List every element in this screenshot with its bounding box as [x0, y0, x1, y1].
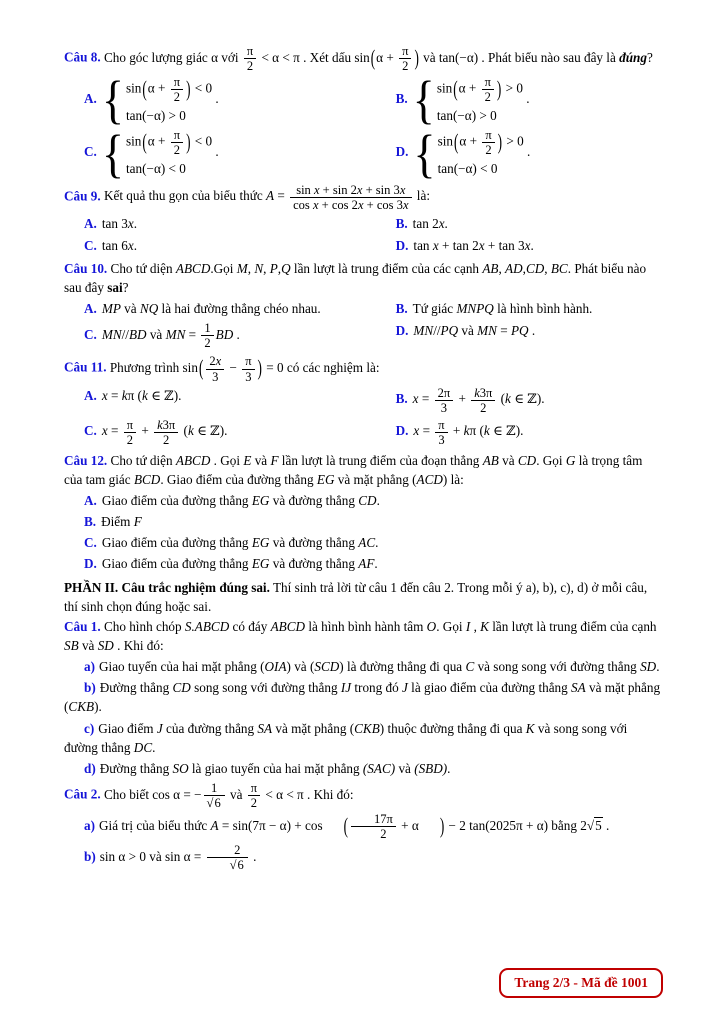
question-9-option-d	[396, 235, 661, 256]
fraction: $\frac{2x}{3}$	[206, 354, 224, 383]
option-text: { sin(α + $\frac{\pi}{2}$ ) < 0 tan(−α) > 0 .	[101, 70, 219, 130]
option-text: Điểm F	[101, 514, 142, 530]
question-8-options	[64, 70, 661, 183]
question-12-stem	[64, 451, 661, 489]
question-8-option-a	[84, 70, 396, 130]
question-9-options	[64, 213, 661, 256]
question-8-stem	[64, 44, 661, 73]
option-text: { sin(α + $\frac{\pi}{2}$ ) > 0 tan(−α) > 0 .	[412, 70, 530, 130]
item-text: Đường thẳng CD song song với đường thẳng IJ trong đó J là giao điểm của đường thẳng SA và mặt phẳng (CKB).	[64, 680, 661, 715]
option-text: MN//PQ và MN = PQ .	[413, 323, 536, 339]
part2-question-2-item-a	[64, 812, 661, 841]
option-letter: C.	[84, 535, 97, 551]
cases-system: { sin(α + $\frac{\pi}{2}$ ) > 0 tan(−α) < 0	[413, 123, 524, 183]
question-11-option-b	[396, 385, 661, 416]
item-letter: a)	[84, 817, 95, 833]
question-10-option-c	[84, 320, 396, 351]
question-12-options	[64, 490, 661, 575]
item-letter: d)	[84, 760, 96, 776]
fraction: $\frac{\pi}{3}$	[242, 354, 254, 383]
question-11-options	[64, 385, 661, 448]
question-10-option-a	[84, 298, 396, 319]
question-11	[64, 354, 661, 447]
item-text: Đường thẳng SO là giao tuyến của hai mặt phẳng (SAC) và (SBD).	[99, 760, 451, 776]
question-12-option-b	[84, 511, 661, 532]
option-letter: A.	[84, 91, 97, 107]
option-letter: D.	[395, 144, 409, 160]
question-8-option-c	[84, 123, 396, 183]
item-letter: b)	[84, 680, 96, 696]
question-11-option-d	[396, 417, 661, 448]
fraction: $\frac{\pi}{2}$	[244, 44, 256, 73]
sqrt-expression: √5	[586, 817, 602, 833]
option-letter: A.	[84, 493, 97, 509]
question-12	[64, 451, 661, 575]
part2-question-2	[64, 781, 661, 872]
fraction: $\frac{\pi}{2}$	[171, 75, 183, 104]
option-text: x = $\frac{2\pi}{3}$ + $\frac{k3\pi}{2}$ (k ∈ ℤ).	[412, 385, 545, 415]
part2-question-2-stem	[64, 781, 661, 810]
question-11-option-a	[84, 385, 396, 416]
fraction: $\frac{\pi}{3}$	[435, 418, 447, 447]
option-letter: B.	[395, 91, 408, 107]
question-8-text: Cho góc lượng giác α với $\frac{\pi}{2}$ < α < π . Xét dấu sin(α + $\frac{\pi}{2}$ ) và tan(−α) . Phát biểu nào sau đây là đúng?	[103, 44, 653, 74]
fraction: $\frac{\pi}{2}$	[482, 75, 494, 104]
sqrt-expression: √6	[206, 796, 221, 811]
part2-question-1-item-a	[64, 657, 661, 676]
question-12-text: Cho tứ diện ABCD . Gọi E và F lần lượt là trung điểm của đoạn thẳng AB và CD. Gọi G là trọng tâm của tam giác BCD. Giao điểm của đường thẳng EG và mặt phẳng (ACD) là:	[64, 452, 643, 487]
question-10	[64, 259, 661, 352]
option-text: MP và NQ là hai đường thẳng chéo nhau.	[101, 301, 321, 317]
question-12-option-c	[84, 532, 661, 553]
fraction: $\frac{\text{sin x + sin 2x + sin 3x}}{\text{cos x + cos 2x + cos 3x}}$	[290, 183, 411, 212]
option-letter: D.	[395, 237, 409, 253]
option-letter: B.	[395, 391, 408, 407]
fraction: $\frac{\pi}{2}$	[248, 781, 260, 810]
part2-question-1	[64, 617, 661, 778]
question-9-label: Câu 9.	[64, 188, 101, 204]
question-10-text: Cho tứ diện ABCD.Gọi M, N, P,Q lần lượt là trung điểm của các cạnh AB, AD,CD, BC. Phát biểu nào sau đây sai?	[64, 260, 647, 296]
fraction: $\frac{\pi}{2}$	[171, 128, 183, 157]
item-letter: b)	[84, 848, 96, 864]
part2-heading-bold: PHẦN II. Câu trắc nghiệm đúng sai.	[64, 579, 270, 595]
page-number-text: Trang 2/3 - Mã đề 1001	[514, 975, 648, 991]
option-letter: B.	[395, 215, 408, 231]
question-12-label: Câu 12.	[64, 452, 108, 468]
option-text: { sin(α + $\frac{\pi}{2}$ ) > 0 tan(−α) < 0 .	[413, 123, 531, 183]
part2-question-1-item-d	[64, 759, 661, 778]
item-text: sin α > 0 và sin α = $\frac{2}{√6}$ .	[99, 843, 257, 873]
option-letter: D.	[395, 423, 409, 439]
question-9-option-a	[84, 213, 396, 234]
option-text: x = $\frac{\pi}{2}$ + $\frac{k3\pi}{2}$ (k ∈ ℤ).	[101, 417, 228, 447]
fraction: $\frac{2}{√6}$	[207, 843, 248, 872]
part2-heading-rest: Thí sinh trả lời từ câu 1 đến câu 2. Trong mỗi ý a), b), c), d) ở mỗi câu, thí sinh chọn đúng hoặc sai.	[64, 579, 648, 614]
option-letter: B.	[84, 514, 97, 530]
option-letter: C.	[84, 423, 97, 439]
option-letter: C.	[84, 237, 97, 253]
item-letter: a)	[84, 659, 95, 675]
fraction: $\frac{1}{√6}$	[204, 781, 225, 810]
question-10-stem	[64, 259, 661, 297]
fraction: $\frac{k3\pi}{2}$	[154, 418, 178, 447]
question-8-label: Câu 8.	[64, 49, 101, 65]
question-11-option-c	[84, 417, 396, 448]
question-9-stem	[64, 183, 661, 212]
question-8	[64, 44, 661, 183]
option-text: tan 6x.	[101, 237, 137, 253]
question-12-option-d	[84, 553, 661, 574]
question-10-option-d	[396, 320, 661, 351]
part2-question-1-item-b	[64, 678, 661, 716]
part2-question-1-item-c	[64, 719, 661, 757]
part2-question-2-label: Câu 2.	[64, 786, 101, 802]
option-text: tan x + tan 2x + tan 3x.	[413, 237, 534, 253]
option-letter: C.	[84, 326, 97, 342]
question-9-option-c	[84, 235, 396, 256]
question-9-option-b	[396, 213, 661, 234]
cases-system: { sin(α + $\frac{\pi}{2}$ ) < 0 tan(−α) < 0	[101, 123, 213, 183]
option-text: tan 3x.	[101, 215, 137, 231]
part2-question-1-text: Cho hình chóp S.ABCD có đáy ABCD là hình bình hành tâm O. Gọi I , K lần lượt là trung điểm của cạnh SB và SD . Khi đó:	[64, 618, 657, 653]
option-letter: B.	[395, 301, 408, 317]
option-text: Giao điểm của đường thẳng EG và đường thẳng AF.	[101, 556, 378, 572]
page-number-box	[499, 968, 663, 998]
fraction: $\frac{\pi}{2}$	[399, 44, 411, 73]
question-11-stem	[64, 354, 661, 383]
item-text: Giao điểm J của đường thẳng SA và mặt phẳng (CKB) thuộc đường thẳng đi qua K và song song với đường thẳng DC.	[64, 720, 628, 755]
question-9-text: Kết quả thu gọn của biểu thức A = $\frac{\text{sin x + sin 2x + sin 3x}}{\text{cos x + cos 2x + cos 3x}}$ là:	[103, 182, 430, 212]
question-12-option-a	[84, 490, 661, 511]
item-letter: c)	[84, 720, 95, 736]
fraction: $\frac{17\pi}{2}$	[351, 812, 396, 841]
fraction: $\frac{1}{2}$	[201, 321, 213, 350]
fraction: $\frac{\pi}{2}$	[124, 418, 136, 447]
question-8-option-d	[395, 123, 661, 183]
fraction: $\frac{\pi}{2}$	[482, 128, 494, 157]
option-letter: D.	[395, 323, 409, 339]
part2-question-2-text: Cho biết cos α = − $\frac{1}{√6}$ và $\frac{\pi}{2}$ < α < π . Khi đó:	[103, 780, 354, 811]
option-letter: C.	[84, 144, 97, 160]
item-text: Giá trị của biểu thức A = sin(7π − α) + cos ( $\frac{17\pi}{2}$ + α ) − 2 tan(2025π + α) bằng 2√5 .	[99, 812, 610, 842]
fraction: $\frac{2\pi}{3}$	[435, 386, 454, 415]
option-letter: A.	[84, 215, 97, 231]
part2-question-1-stem	[64, 617, 661, 655]
option-text: { sin(α + $\frac{\pi}{2}$ ) < 0 tan(−α) < 0 .	[101, 123, 219, 183]
fraction: $\frac{k3\pi}{2}$	[471, 386, 495, 415]
option-text: x = kπ (k ∈ ℤ).	[101, 387, 182, 403]
option-text: MN//BD và MN = $\frac{1}{2}$ BD .	[101, 321, 240, 351]
cases-system: { sin(α + $\frac{\pi}{2}$ ) < 0 tan(−α) > 0	[101, 70, 213, 130]
option-text: x = $\frac{\pi}{3}$ + kπ (k ∈ ℤ).	[413, 417, 524, 447]
question-9	[64, 183, 661, 256]
option-letter: D.	[84, 556, 97, 572]
option-text: Tứ giác MNPQ là hình bình hành.	[412, 301, 593, 317]
part2-heading	[64, 578, 661, 616]
question-11-label: Câu 11.	[64, 360, 107, 376]
option-text: Giao điểm của đường thẳng EG và đường thẳng AC.	[101, 535, 379, 551]
part2-question-2-item-b	[64, 843, 661, 872]
question-10-options	[64, 298, 661, 351]
option-text: Giao điểm của đường thẳng EG và đường thẳng CD.	[101, 493, 380, 509]
item-text: Giao tuyến của hai mặt phẳng (OIA) và (SCD) là đường thẳng đi qua C và song song với đường thẳng SD.	[99, 659, 660, 675]
cases-system: { sin(α + $\frac{\pi}{2}$ ) > 0 tan(−α) > 0	[412, 70, 523, 130]
part2-question-1-label: Câu 1.	[64, 618, 101, 634]
question-10-label: Câu 10.	[64, 260, 108, 276]
option-letter: A.	[84, 387, 97, 403]
sqrt-expression: √6	[229, 858, 244, 873]
question-11-text: Phương trình sin( $\frac{2x}{3}$ − $\frac{\pi}{3}$ ) = 0 có các nghiệm là:	[109, 354, 380, 384]
question-10-option-b	[396, 298, 661, 319]
option-text: tan 2x.	[412, 215, 448, 231]
option-letter: A.	[84, 301, 97, 317]
question-8-option-b	[395, 70, 661, 130]
